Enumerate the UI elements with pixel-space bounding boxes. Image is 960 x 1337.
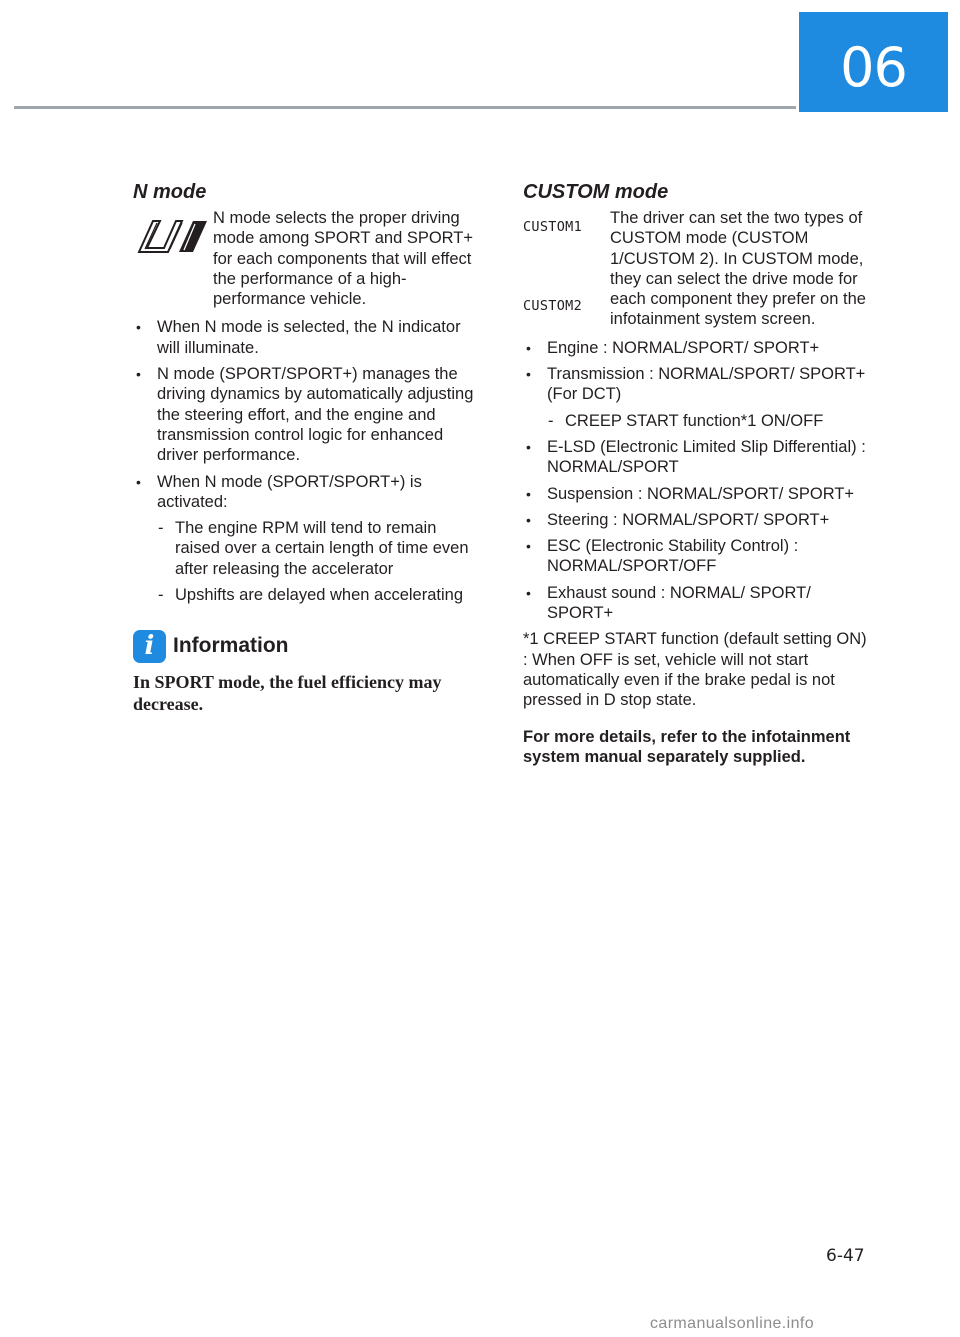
information-text: In SPORT mode, the fuel efficiency may decrease. [133, 672, 442, 715]
list-item: • Exhaust sound : NORMAL/ SPORT/ SPORT+ [523, 583, 875, 624]
information-header [133, 629, 485, 663]
list-item-text: When N mode (SPORT/SPORT+) is activated: [157, 472, 422, 511]
list-item: • N mode (SPORT/SPORT+) manages the driving dynamics by automatically adjusting the steering effort, and the engine and transmission control logic for enhanced driver performance. [133, 364, 485, 465]
n-logo-icon [133, 218, 208, 254]
n-mode-title: N mode [133, 181, 207, 203]
creep-start-footnote: *1 CREEP START function (default setting ON) : When OFF is set, vehicle will not start automatically even if the brake pedal is not pressed in D stop state. [523, 630, 867, 710]
list-item-text: Transmission : NORMAL/SPORT/ SPORT+ (For DCT) [547, 365, 866, 404]
custom-mode-bullets [523, 338, 875, 624]
list-item: • Suspension : NORMAL/SPORT/ SPORT+ [523, 484, 875, 504]
list-item: • E-LSD (Electronic Limited Slip Differential) : NORMAL/SPORT [523, 437, 875, 478]
chapter-tab: 06 [799, 12, 948, 112]
custom-mode-intro-text: The driver can set the two types of CUSTOM mode (CUSTOM 1/CUSTOM 2). In CUSTOM mode, they can select the drive mode for each component they prefer on the infotainment system screen. [610, 209, 866, 329]
n-mode-sub-list [157, 518, 485, 605]
page-number: 6-47 [826, 1246, 865, 1266]
custom-mode-section [523, 178, 875, 767]
watermark-text: carmanualsonline.info [650, 1315, 815, 1332]
n-mode-bullets [133, 317, 485, 605]
transmission-sub-list [547, 411, 875, 431]
n-mode-intro [133, 208, 485, 309]
list-item [523, 364, 875, 431]
sub-list-item: - Upshifts are delayed when accelerating [157, 585, 485, 605]
header-rule [14, 106, 796, 109]
info-icon: i [133, 630, 166, 663]
sub-list-item: - CREEP START function*1 ON/OFF [547, 411, 875, 431]
n-mode-intro-text: N mode selects the proper driving mode among SPORT and SPORT+ for each components that will effect the performance of a high-performance vehicle. [213, 209, 474, 309]
list-item: • ESC (Electronic Stability Control) : NORMAL/SPORT/OFF [523, 536, 875, 577]
custom-mode-intro [523, 208, 875, 330]
list-item: • Engine : NORMAL/SPORT/ SPORT+ [523, 338, 875, 358]
custom1-indicator-icon: CUSTOM1 [523, 219, 582, 235]
custom2-indicator-icon: CUSTOM2 [523, 298, 582, 314]
list-item [133, 472, 485, 606]
sub-list-item: - The engine RPM will tend to remain raised over a certain length of time even after releasing the accelerator [157, 518, 485, 579]
information-box [133, 629, 485, 715]
list-item: • Steering : NORMAL/SPORT/ SPORT+ [523, 510, 875, 530]
list-item: • When N mode is selected, the N indicator will illuminate. [133, 317, 485, 358]
custom-mode-title: CUSTOM mode [523, 181, 669, 203]
n-mode-section [133, 178, 485, 715]
more-details-note: For more details, refer to the infotainment system manual separately supplied. [523, 727, 851, 766]
information-title: Information [173, 634, 289, 658]
